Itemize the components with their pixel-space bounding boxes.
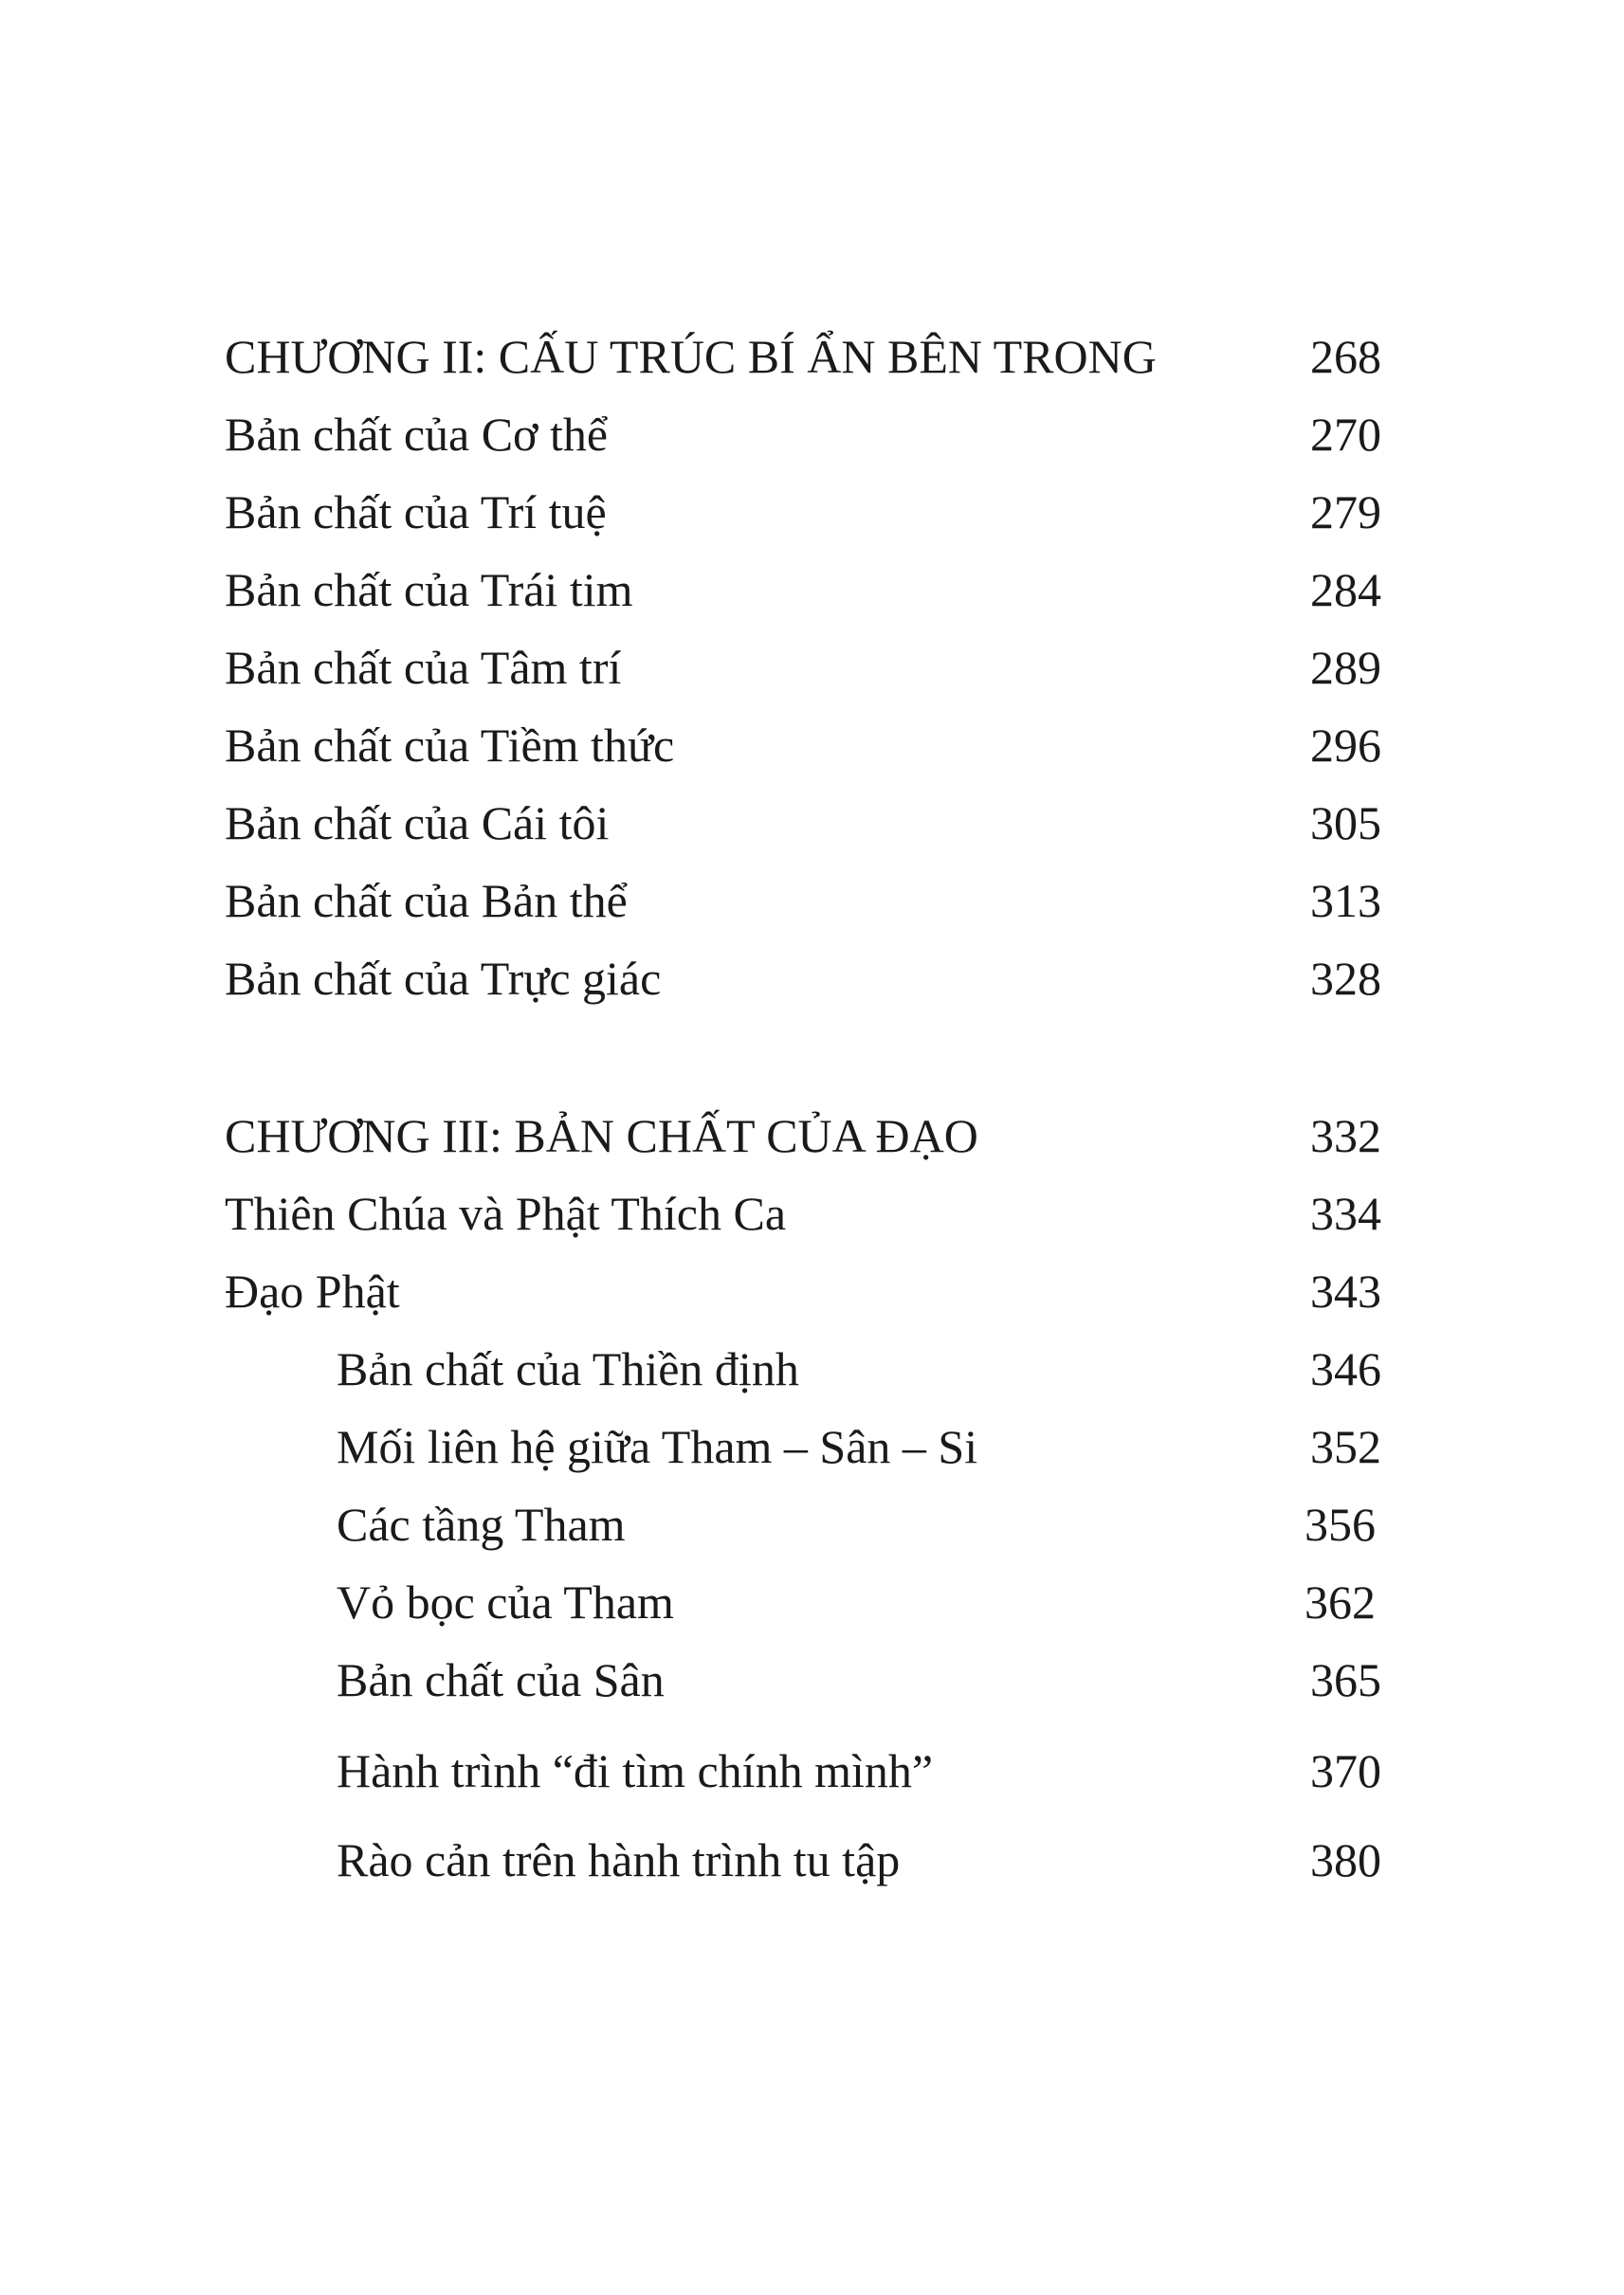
- entry-title: Mối liên hệ giữa Tham – Sân – Si: [337, 1420, 978, 1473]
- chapter-title: CHƯƠNG III: BẢN CHẤT CỦA ĐẠO: [225, 1109, 978, 1162]
- entry-title: Bản chất của Tiềm thức: [225, 719, 675, 772]
- toc-subentry: [225, 1569, 1381, 1635]
- entry-title: Đạo Phật: [225, 1265, 400, 1318]
- entry-title: Rào cản trên hành trình tu tập: [337, 1833, 901, 1886]
- page-number: 370: [1310, 1744, 1381, 1797]
- page-number: 343: [1310, 1265, 1381, 1318]
- entry-title: Bản chất của Trực giác: [225, 952, 662, 1005]
- toc-subentry: [225, 1827, 1381, 1893]
- toc-entry: [225, 1258, 1381, 1324]
- page-number: 305: [1310, 796, 1381, 849]
- entry-title: Hành trình “đi tìm chính mình”: [337, 1744, 934, 1797]
- page-number: 334: [1310, 1187, 1381, 1240]
- toc-entry: [225, 945, 1381, 1011]
- page-number: 346: [1310, 1342, 1381, 1395]
- entry-title: Bản chất của Cơ thể: [225, 408, 609, 461]
- toc-subentry: [225, 1491, 1381, 1557]
- page-number: 365: [1310, 1653, 1381, 1706]
- toc-entry: [225, 790, 1381, 856]
- toc-entry: [225, 556, 1381, 623]
- toc-entry: [225, 634, 1381, 701]
- toc-entry: [225, 712, 1381, 778]
- page-number: 332: [1310, 1109, 1381, 1162]
- page-number: 289: [1310, 641, 1381, 694]
- entry-title: Vỏ bọc của Tham: [337, 1576, 674, 1629]
- entry-title: Bản chất của Sân: [337, 1653, 665, 1706]
- chapter-title: CHƯƠNG II: CẤU TRÚC BÍ ẨN BÊN TRONG: [225, 330, 1157, 383]
- toc-entry: [225, 867, 1381, 934]
- chapter-heading: [225, 323, 1381, 390]
- entry-title: Bản chất của Bản thể: [225, 874, 628, 927]
- page-number: 284: [1310, 563, 1381, 616]
- page-number: 268: [1310, 330, 1381, 383]
- page-number: 352: [1310, 1420, 1381, 1473]
- page-number: 270: [1310, 408, 1381, 461]
- entry-title: Các tầng Tham: [337, 1498, 626, 1551]
- page-number: 296: [1310, 719, 1381, 772]
- toc-subentry: [225, 1738, 1381, 1804]
- page-number: 279: [1310, 485, 1381, 538]
- entry-title: Bản chất của Cái tôi: [225, 796, 610, 849]
- page-number: 362: [1305, 1576, 1376, 1629]
- toc-entry: [225, 479, 1381, 545]
- toc-entry: [225, 1180, 1381, 1247]
- page-number: 328: [1310, 952, 1381, 1005]
- page-number: 356: [1305, 1498, 1376, 1551]
- entry-title: Bản chất của Thiền định: [337, 1342, 799, 1395]
- toc-entry: [225, 401, 1381, 467]
- toc-subentry: [225, 1647, 1381, 1713]
- page-number: 380: [1310, 1833, 1381, 1886]
- entry-title: Thiên Chúa và Phật Thích Ca: [225, 1187, 787, 1240]
- entry-title: Bản chất của Trái tim: [225, 563, 633, 616]
- entry-title: Bản chất của Tâm trí: [225, 641, 622, 694]
- toc-subentry: [225, 1413, 1381, 1480]
- chapter-heading: [225, 1102, 1381, 1169]
- page-number: 313: [1310, 874, 1381, 927]
- entry-title: Bản chất của Trí tuệ: [225, 485, 607, 538]
- toc-subentry: [225, 1336, 1381, 1402]
